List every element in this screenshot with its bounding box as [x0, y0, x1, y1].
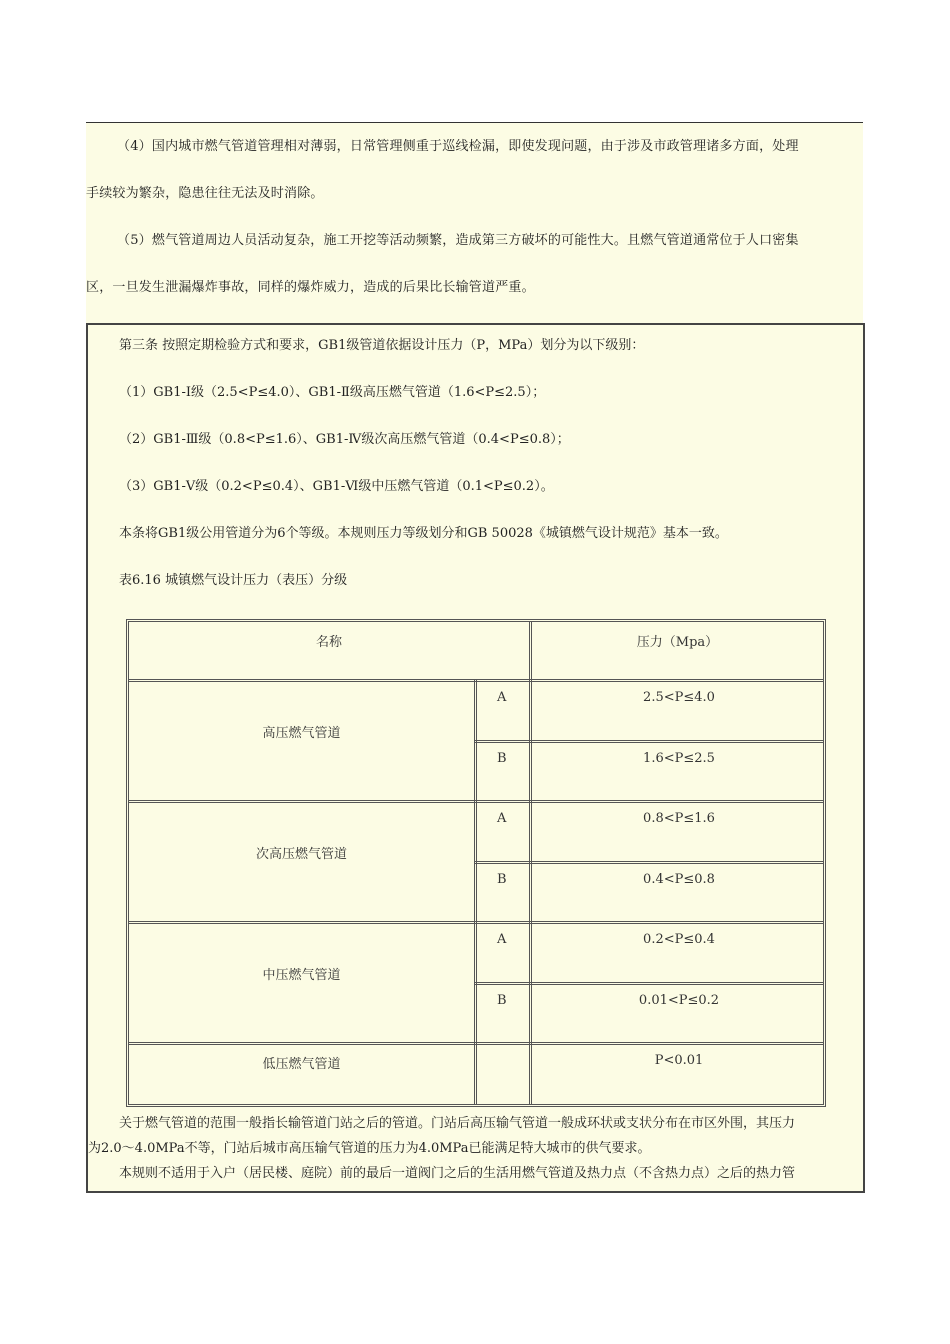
- group-name-low: 低压燃气管道: [262, 1057, 341, 1072]
- pressure-range: 0.01<P≤0.2: [638, 993, 720, 1008]
- grade-label: B: [497, 751, 507, 766]
- group-name-medium: 中压燃气管道: [262, 968, 341, 983]
- table-title: 表6.16 城镇燃气设计压力（表压）分级: [119, 573, 348, 588]
- article-item-2: （2）GB1-Ⅲ级（0.8<P≤1.6）、GB1-Ⅳ级次高压燃气管道（0.4<P≤0.8）；: [119, 432, 570, 447]
- after-line-2: 为2.0～4.0MPa不等，门站后城市高压输气管道的压力为4.0MPa已能满足特大城市的供气要求。: [88, 1141, 651, 1156]
- header-pressure: 压力（Mpa）: [636, 635, 719, 650]
- group-name-high: 高压燃气管道: [262, 726, 341, 741]
- pressure-range: 1.6<P≤2.5: [643, 751, 715, 766]
- pressure-table: [126, 619, 826, 1107]
- grade-label: A: [497, 811, 507, 826]
- header-name: 名称: [315, 635, 342, 650]
- pressure-range: 0.4<P≤0.8: [643, 872, 715, 887]
- grade-label: B: [497, 872, 507, 887]
- group-name-sub-high: 次高压燃气管道: [255, 847, 347, 862]
- grade-label: B: [497, 993, 507, 1008]
- grade-label: A: [497, 690, 507, 705]
- article-item-3: （3）GB1-Ⅴ级（0.2<P≤0.4）、GB1-Ⅵ级中压燃气管道（0.1<P≤0.2）。: [119, 479, 554, 494]
- para5-line1: （5）燃气管道周边人员活动复杂，施工开挖等活动频繁，造成第三方破坏的可能性大。且燃气管道通常位于人口密集: [117, 233, 799, 248]
- para4-line2: 手续较为繁杂，隐患往往无法及时消除。: [86, 186, 324, 201]
- para5-line2: 区，一旦发生泄漏爆炸事故，同样的爆炸威力，造成的后果比长输管道严重。: [86, 280, 535, 295]
- pressure-range: P<0.01: [654, 1053, 704, 1068]
- top-section: [86, 122, 863, 324]
- article-item-1: （1）GB1-Ⅰ级（2.5<P≤4.0）、GB1-Ⅱ级高压燃气管道（1.6<P≤2.5）；: [119, 385, 546, 400]
- grade-label: A: [497, 932, 507, 947]
- after-line-3: 本规则不适用于入户（居民楼、庭院）前的最后一道阀门之后的生活用燃气管道及热力点（不含热力点）之后的热力管: [119, 1166, 796, 1181]
- after-line-1: 关于燃气管道的范围一般指长输管道门站之后的管道。门站后高压输气管道一般成环状或支状分布在市区外围，其压力: [119, 1116, 796, 1131]
- pressure-range: 2.5<P≤4.0: [643, 690, 715, 705]
- pressure-range: 0.8<P≤1.6: [643, 811, 715, 826]
- article-section: [86, 323, 865, 1193]
- article-note: 本条将GB1级公用管道分为6个等级。本规则压力等级划分和GB 50028《城镇燃气设计规范》基本一致。: [119, 526, 728, 541]
- pressure-range: 0.2<P≤0.4: [643, 932, 715, 947]
- article-intro: 第三条 按照定期检验方式和要求，GB1级管道依据设计压力（P，MPa）划分为以下级别：: [119, 338, 645, 353]
- para4-line1: （4）国内城市燃气管道管理相对薄弱，日常管理侧重于巡线检漏，即使发现问题，由于涉及市政管理诸多方面，处理: [117, 139, 799, 154]
